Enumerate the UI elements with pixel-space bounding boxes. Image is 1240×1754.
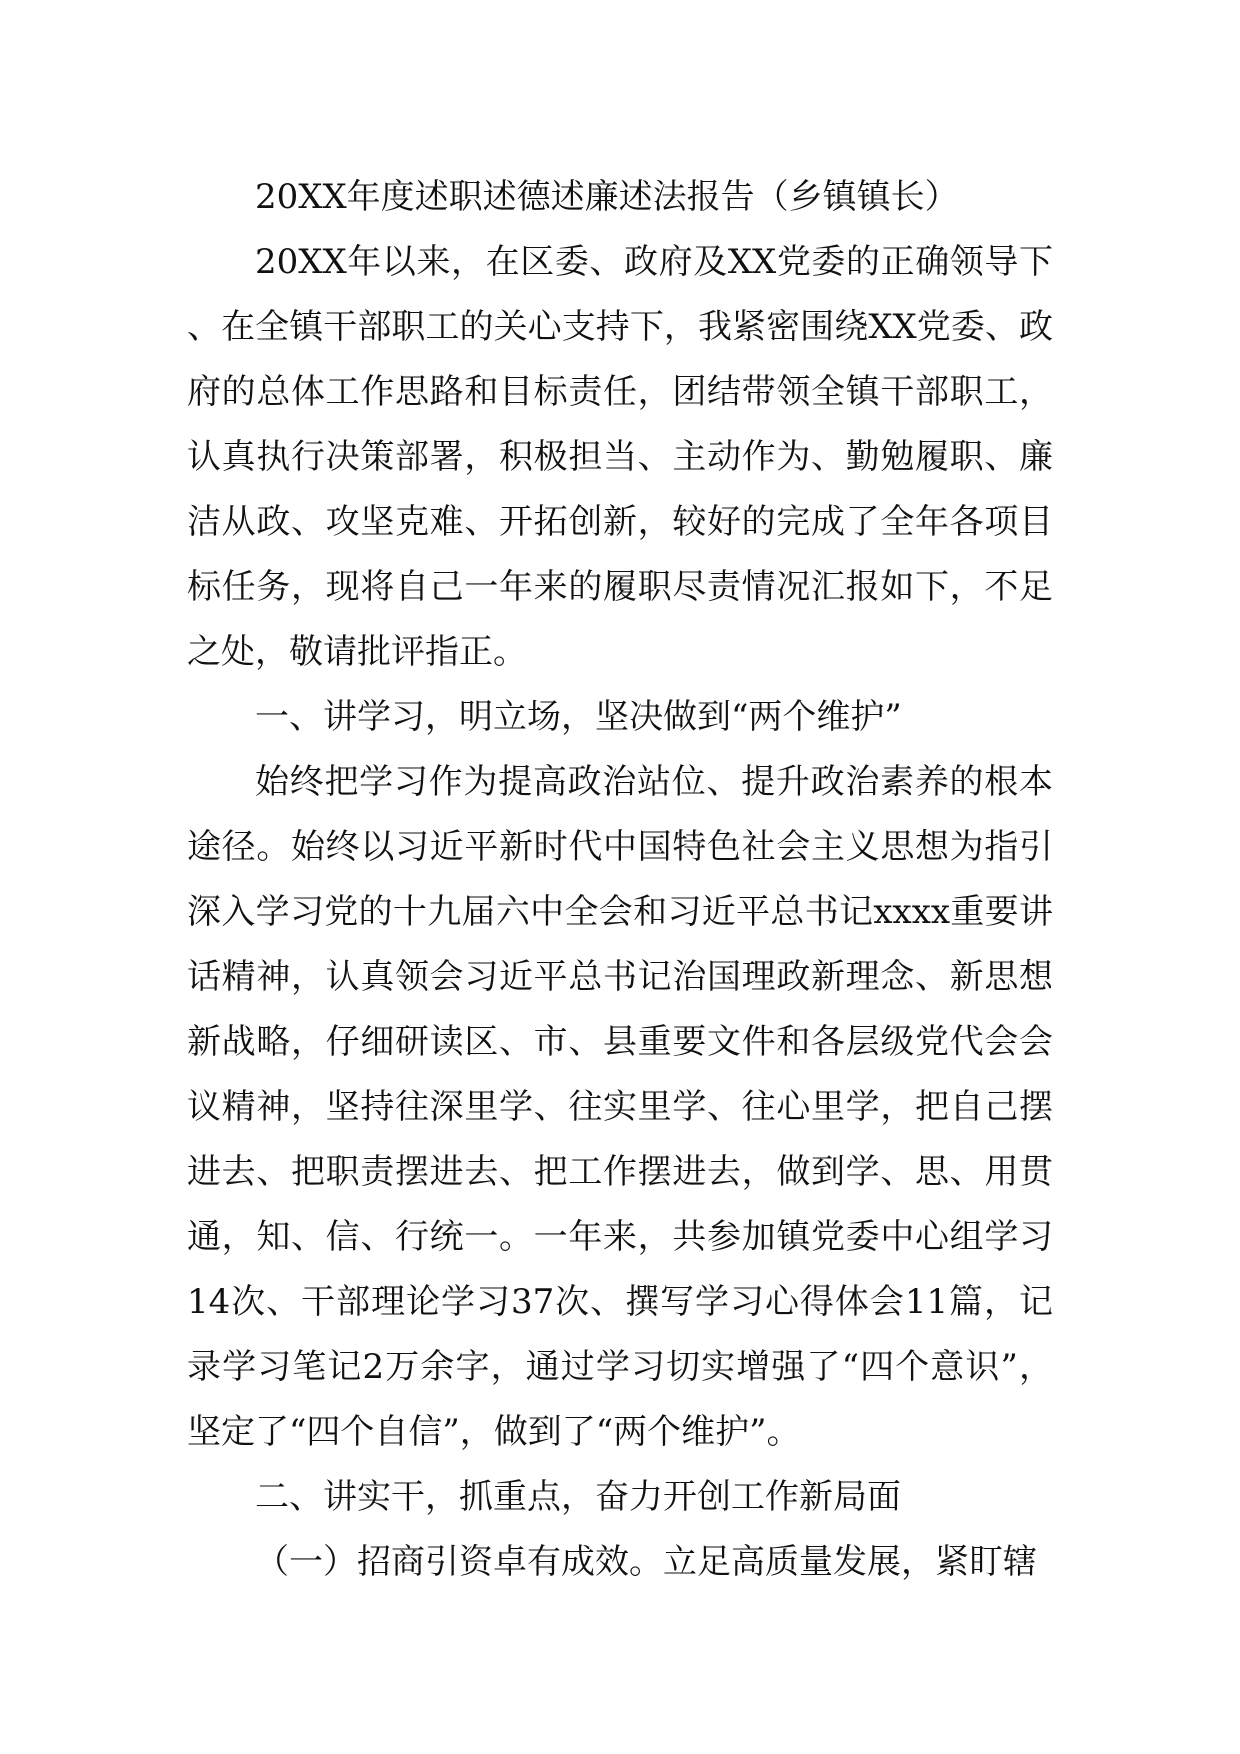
intro-paragraph: 20XX年以来，在区委、政府及XX党委的正确领导下、在全镇干部职工的关心支持下，我紧密围绕XX党委、政府的总体工作思路和目标责任，团结带领全镇干部职工，认真执行决策部署，积极担当、主动作为、勤勉履职、廉洁从政、攻坚克难、开拓创新，较好的完成了全年各项目标任务，现将自己一年来的履职尽责情况汇报如下，不足之处，敬请批评指正。 <box>187 242 1053 672</box>
body-paragraph: 始终把学习作为提高政治站位、提升政治素养的根本途径。始终以习近平新时代中国特色社会主义思想为指引深入学习党的十九届六中全会和习近平总书记xxxx重要讲话精神，认真领会习近平总书记治国理政新理念、新思想新战略，仔细研读区、市、县重要文件和各层级党代会会议精神，坚持往深里学、往实里学、往心里学，把自己摆进去、把职责摆进去、把工作摆进去，做到学、思、用贯通，知、信、行统一。一年来，共参加镇党委中心组学习14次、干部理论学习37次、撰写学习心得体会11篇，记录学习笔记2万余字，通过学习切实增强了“四个意识”，坚定了“四个自信”，做到了“两个维护”。 <box>187 762 1053 1452</box>
section-heading-2: 二、讲实干，抓重点，奋力开创工作新局面 <box>255 1477 901 1517</box>
document-body <box>187 165 1053 1595</box>
document-title: 20XX年度述职述德述廉述法报告（乡镇镇长） <box>255 177 959 217</box>
subsection-paragraph: （一）招商引资卓有成效。立足高质量发展，紧盯辖 <box>255 1542 1037 1582</box>
section-heading-1: 一、讲学习，明立场，坚决做到“两个维护” <box>255 697 902 737</box>
